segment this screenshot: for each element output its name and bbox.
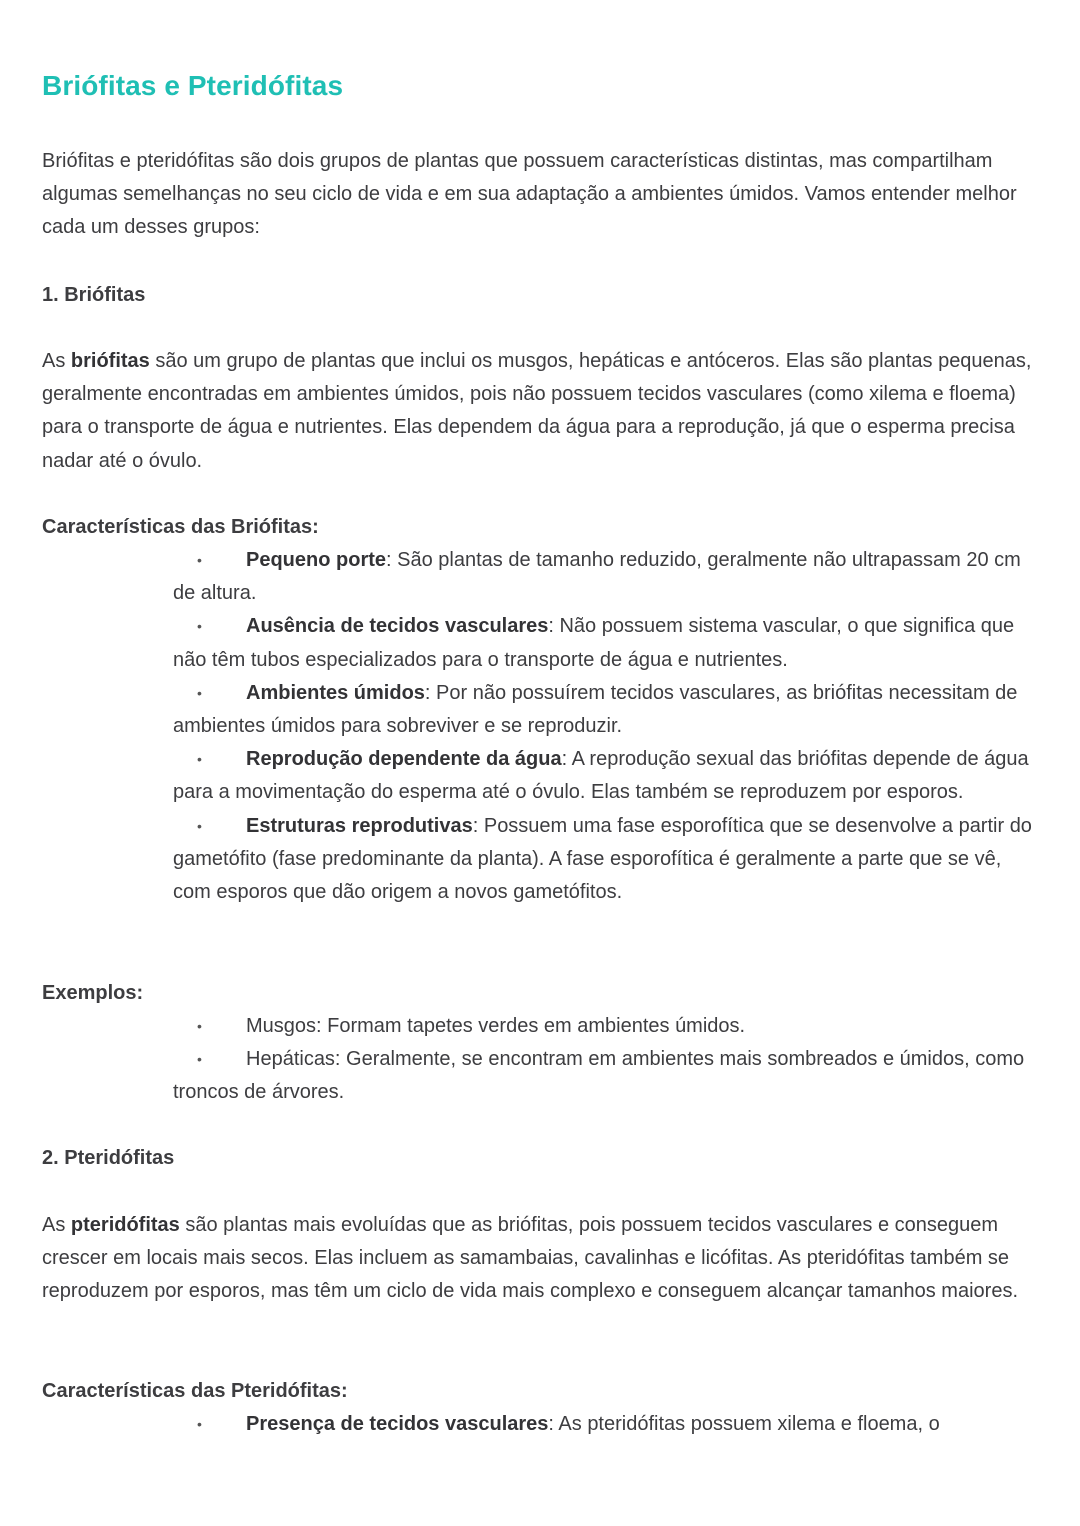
list-term: Pequeno porte: [246, 549, 387, 571]
paragraph-prefix: As: [42, 350, 71, 372]
list-term: Ausência de tecidos vasculares: [246, 615, 549, 638]
list-term: Presença de tecidos vasculares: [246, 1413, 549, 1435]
section-heading-briofitas: 1. Briófitas: [42, 284, 146, 306]
intro-paragraph: Briófitas e pteridófitas são dois grupos de plantas que possuem características distintas, mas compartilham algumas semelhanças no seu ciclo de vida e em sua adaptação a ambientes úmidos. Vamos entender melhor cada um desses grupos:: [42, 150, 1017, 239]
list-item: [173, 743, 1043, 809]
document-title: Briófitas e Pteridófitas: [42, 70, 344, 101]
characteristics-list-pteridofitas: [173, 1408, 1043, 1441]
pteridofitas-paragraph: [42, 1209, 1042, 1309]
bold-term: briófitas: [70, 350, 150, 372]
list-text: Musgos: Formam tapetes verdes em ambientes úmidos.: [246, 1015, 746, 1037]
bullet-icon: •: [197, 552, 202, 568]
list-text: : Possuem uma fase esporofítica que se desenvolve a partir do gametófito (fase predominante da planta). A fase esporofítica é geralmente a parte que se vê, com esporos que dão origem a novos gametófitos.: [173, 814, 1032, 904]
list-item: [173, 810, 1043, 910]
characteristics-heading-briofitas: Características das Briófitas:: [42, 516, 319, 538]
list-term: Reprodução dependente da água: [246, 748, 562, 771]
bold-term: pteridófitas: [70, 1214, 180, 1236]
list-text: : São plantas de tamanho reduzido, geralmente não ultrapassam 20 cm de altura.: [173, 549, 1021, 605]
list-item: [173, 1010, 1043, 1043]
list-item: [173, 610, 1043, 676]
list-item: [173, 544, 1043, 610]
briofitas-paragraph: [42, 345, 1042, 478]
paragraph-prefix: As: [42, 1214, 71, 1236]
list-item: [173, 1043, 1043, 1109]
list-item: [173, 677, 1043, 743]
list-text: Hepáticas: Geralmente, se encontram em ambientes mais sombreados e úmidos, como troncos de árvores.: [173, 1048, 1025, 1104]
examples-heading: Exemplos:: [42, 982, 144, 1004]
list-term: Estruturas reprodutivas: [246, 814, 473, 837]
section-heading-pteridofitas: 2. Pteridófitas: [42, 1147, 175, 1169]
bullet-icon: •: [197, 751, 202, 768]
bullet-icon: •: [197, 1051, 202, 1068]
bullet-icon: •: [197, 1416, 202, 1432]
list-text: : A reprodução sexual das briófitas depende de água para a movimentação do esperma até o óvulo. Elas também se reproduzem por esporos.: [173, 748, 1029, 804]
list-term: Ambientes úmidos: [246, 681, 425, 704]
examples-list: [173, 1010, 1043, 1110]
bullet-icon: •: [197, 817, 202, 834]
bullet-icon: •: [197, 618, 202, 635]
paragraph-text: são plantas mais evoluídas que as briófitas, pois possuem tecidos vasculares e conseguem crescer em locais mais secos. Elas incluem as samambaias, cavalinhas e licófitas. As pteridófitas também se reproduzem por esporos, mas têm um ciclo de vida mais complexo e conseguem alcançar tamanhos maiores.: [42, 1214, 1018, 1303]
list-text: : As pteridófitas possuem xilema e floema, o: [548, 1413, 940, 1435]
characteristics-heading-pteridofitas: Características das Pteridófitas:: [42, 1380, 348, 1402]
bullet-icon: •: [197, 1018, 202, 1034]
list-item: [173, 1408, 1043, 1441]
list-text: : Por não possuírem tecidos vasculares, as briófitas necessitam de ambientes úmidos para sobreviver e se reproduzir.: [173, 681, 1018, 738]
list-text: : Não possuem sistema vascular, o que significa que não têm tubos especializados para o transporte de água e nutrientes.: [173, 615, 1015, 671]
bullet-icon: •: [197, 684, 202, 701]
paragraph-text: são um grupo de plantas que inclui os musgos, hepáticas e antóceros. Elas são plantas pequenas, geralmente encontradas em ambientes úmidos, pois não possuem tecidos vasculares (como xilema e floema) para o transporte de água e nutrientes. Elas dependem da água para a reprodução, já que o esperma precisa nadar até o óvulo.: [42, 350, 1032, 472]
characteristics-list-briofitas: [173, 544, 1043, 909]
